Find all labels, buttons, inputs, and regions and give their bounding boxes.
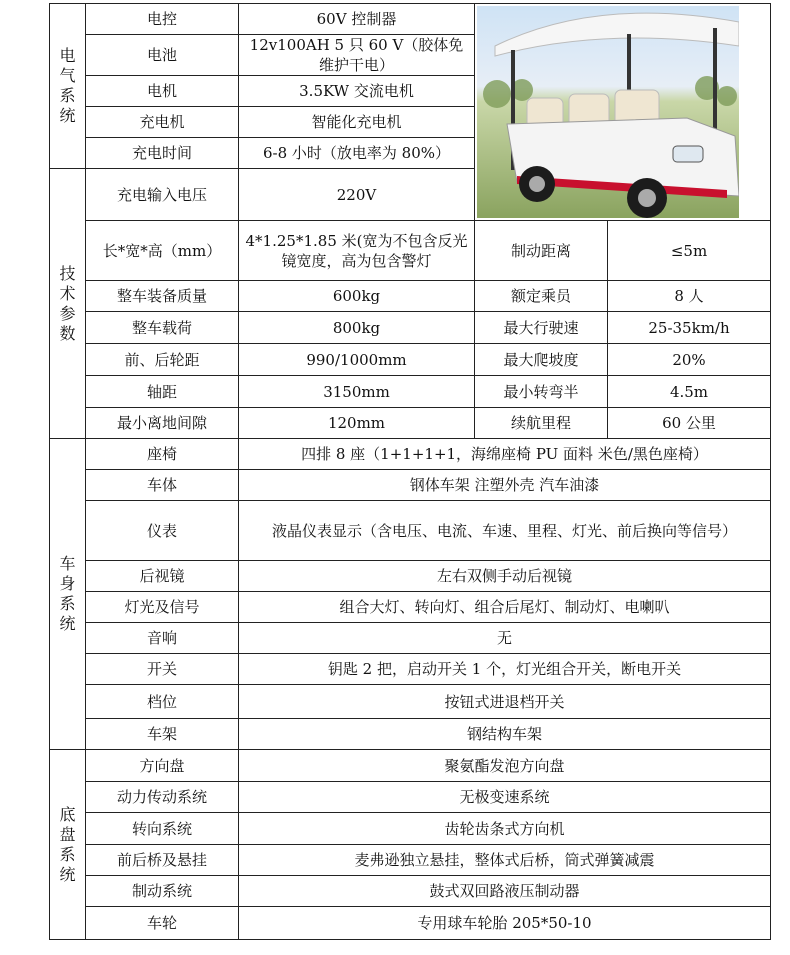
spec-value: 钢体车架 注塑外壳 汽车油漆 bbox=[239, 470, 771, 501]
spec-value: 220V bbox=[239, 169, 475, 221]
table-row bbox=[50, 376, 771, 408]
table-row bbox=[50, 592, 771, 623]
section-chassis bbox=[50, 750, 86, 940]
spec-value: 12v100AH 5 只 60 V（胶体免维护干电） bbox=[239, 35, 475, 76]
table-row bbox=[50, 281, 771, 312]
spec-label: 电机 bbox=[86, 76, 239, 107]
spec-value: 左右双侧手动后视镜 bbox=[239, 561, 771, 592]
spec-value: 按钮式进退档开关 bbox=[239, 685, 771, 719]
spec-label: 档位 bbox=[86, 685, 239, 719]
table-row bbox=[50, 845, 771, 876]
spec-label: 灯光及信号 bbox=[86, 592, 239, 623]
table-row bbox=[50, 813, 771, 845]
spec-label: 前、后轮距 bbox=[86, 344, 239, 376]
table-row bbox=[50, 685, 771, 719]
table-row bbox=[50, 623, 771, 654]
table-row bbox=[50, 907, 771, 940]
spec-label: 后视镜 bbox=[86, 561, 239, 592]
section-body bbox=[50, 439, 86, 750]
spec-label: 电控 bbox=[86, 4, 239, 35]
table-row bbox=[50, 439, 771, 470]
spec-label: 轴距 bbox=[86, 376, 239, 408]
spec-label: 充电输入电压 bbox=[86, 169, 239, 221]
spec-label: 最小转弯半 bbox=[475, 376, 608, 408]
table-row bbox=[50, 408, 771, 439]
spec-label: 制动距离 bbox=[475, 221, 608, 281]
section-technical bbox=[50, 169, 86, 439]
spec-value: 鼓式双回路液压制动器 bbox=[239, 876, 771, 907]
spec-label: 开关 bbox=[86, 654, 239, 685]
spec-value: 3150mm bbox=[239, 376, 475, 408]
spec-label: 动力传动系统 bbox=[86, 782, 239, 813]
spec-value: 四排 8 座（1+1+1+1，海绵座椅 PU 面料 米色/黑色座椅） bbox=[239, 439, 771, 470]
spec-value: 智能化充电机 bbox=[239, 107, 475, 138]
spec-label: 车体 bbox=[86, 470, 239, 501]
table-row bbox=[50, 344, 771, 376]
spec-value: 120mm bbox=[239, 408, 475, 439]
spec-value: 液晶仪表显示（含电压、电流、车速、里程、灯光、前后换向等信号） bbox=[239, 501, 771, 561]
spec-label: 座椅 bbox=[86, 439, 239, 470]
table-row bbox=[50, 782, 771, 813]
spec-value: 20% bbox=[608, 344, 771, 376]
spec-value: 600kg bbox=[239, 281, 475, 312]
table-row bbox=[50, 654, 771, 685]
table-row bbox=[50, 470, 771, 501]
spec-value: 60 公里 bbox=[608, 408, 771, 439]
table-row bbox=[50, 750, 771, 782]
golf-cart-image bbox=[477, 6, 739, 218]
spec-value: 麦弗逊独立悬挂，整体式后桥，筒式弹簧减震 bbox=[239, 845, 771, 876]
spec-label: 最大行驶速 bbox=[475, 312, 608, 344]
spec-value: 齿轮齿条式方向机 bbox=[239, 813, 771, 845]
spec-value: 专用球车轮胎 205*50-10 bbox=[239, 907, 771, 940]
spec-label: 充电时间 bbox=[86, 138, 239, 169]
spec-label: 充电机 bbox=[86, 107, 239, 138]
spec-label: 长*宽*高（mm） bbox=[86, 221, 239, 281]
spec-value: 800kg bbox=[239, 312, 475, 344]
spec-label: 制动系统 bbox=[86, 876, 239, 907]
spec-value: 8 人 bbox=[608, 281, 771, 312]
table-row bbox=[50, 719, 771, 750]
spec-table bbox=[49, 3, 771, 940]
spec-label: 整车载荷 bbox=[86, 312, 239, 344]
section-electrical bbox=[50, 4, 86, 169]
section-label: 电 气 系 统 bbox=[59, 46, 76, 125]
spec-value: ≤5m bbox=[608, 221, 771, 281]
spec-value: 聚氨酯发泡方向盘 bbox=[239, 750, 771, 782]
spec-label: 车架 bbox=[86, 719, 239, 750]
spec-label: 车轮 bbox=[86, 907, 239, 940]
spec-value: 无极变速系统 bbox=[239, 782, 771, 813]
spec-label: 音响 bbox=[86, 623, 239, 654]
spec-label: 整车装备质量 bbox=[86, 281, 239, 312]
spec-value: 4*1.25*1.85 米(宽为不包含反光镜宽度，高为包含警灯 bbox=[239, 221, 475, 281]
spec-value: 60V 控制器 bbox=[239, 4, 475, 35]
product-photo bbox=[475, 4, 771, 221]
section-label: 车 身 系 统 bbox=[59, 554, 76, 633]
spec-value: 990/1000mm bbox=[239, 344, 475, 376]
section-label: 技 术 参 数 bbox=[59, 263, 76, 343]
spec-label: 续航里程 bbox=[475, 408, 608, 439]
spec-label: 仪表 bbox=[86, 501, 239, 561]
table-row bbox=[50, 312, 771, 344]
spec-label: 前后桥及悬挂 bbox=[86, 845, 239, 876]
spec-value: 25-35km/h bbox=[608, 312, 771, 344]
spec-value: 4.5m bbox=[608, 376, 771, 408]
spec-label: 电池 bbox=[86, 35, 239, 76]
spec-label: 额定乘员 bbox=[475, 281, 608, 312]
spec-label: 最大爬坡度 bbox=[475, 344, 608, 376]
spec-value: 无 bbox=[239, 623, 771, 654]
section-label: 底 盘 系 统 bbox=[59, 804, 76, 884]
table-row bbox=[50, 501, 771, 561]
table-row bbox=[50, 221, 771, 281]
spec-label: 最小离地间隙 bbox=[86, 408, 239, 439]
spec-value: 钥匙 2 把，启动开关 1 个，灯光组合开关，断电开关 bbox=[239, 654, 771, 685]
spec-value: 6-8 小时（放电率为 80%） bbox=[239, 138, 475, 169]
table-row bbox=[50, 876, 771, 907]
spec-value: 3.5KW 交流电机 bbox=[239, 76, 475, 107]
spec-value: 钢结构车架 bbox=[239, 719, 771, 750]
spec-label: 方向盘 bbox=[86, 750, 239, 782]
spec-label: 转向系统 bbox=[86, 813, 239, 845]
table-row bbox=[50, 4, 771, 35]
table-row bbox=[50, 561, 771, 592]
spec-value: 组合大灯、转向灯、组合后尾灯、制动灯、电喇叭 bbox=[239, 592, 771, 623]
